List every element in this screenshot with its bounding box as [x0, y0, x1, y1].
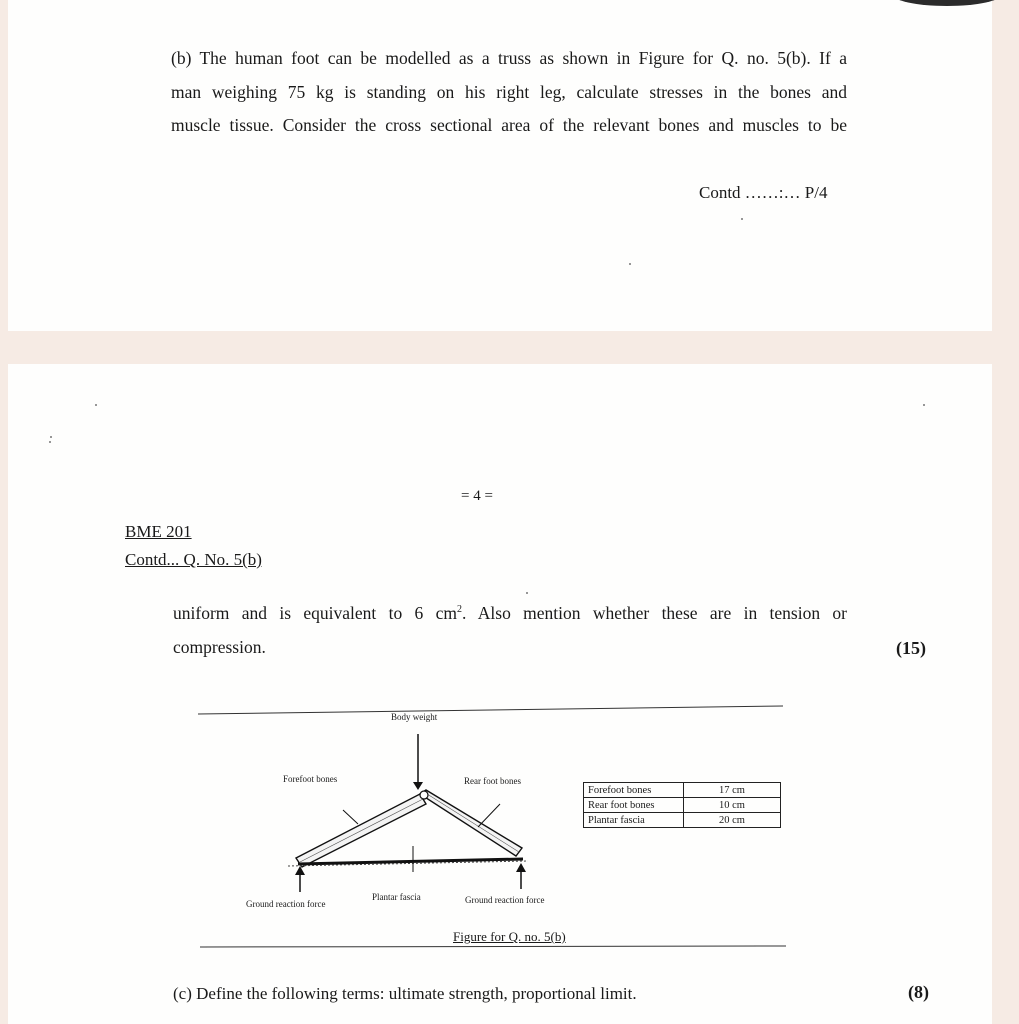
label-body-weight: Body weight: [391, 712, 438, 722]
bone-length-table: [583, 782, 781, 828]
top-joint: [420, 791, 428, 799]
page-corner-shadow: [892, 0, 1002, 6]
marks-c: (8): [908, 982, 929, 1002]
label-ground-reaction-left: Ground reaction force: [246, 899, 326, 909]
table-cell-length: 10 cm: [684, 798, 781, 813]
page-number: = 4 =: [461, 488, 493, 504]
label-forefoot-bones: Forefoot bones: [283, 774, 338, 784]
rear-foot-bones-leader: [478, 804, 500, 827]
scan-speck: [923, 404, 925, 406]
continuation-line-1: uniform and is equivalent to 6 $cm^2$. Also mention whether these are in tension or: [173, 603, 848, 623]
question-b-continuation: [173, 597, 847, 664]
question-b-line-1: (b) The human foot can be modelled as a truss as shown in Figure for Q. no. 5(b). If a: [171, 48, 847, 68]
contd-note: Contd ……:… P/4: [699, 183, 828, 202]
table-cell-part: Forefoot bones: [584, 783, 684, 798]
question-b-line-3: muscle tissue. Consider the cross sectional area of the relevant bones and muscles to be: [171, 115, 847, 135]
scan-speck: [629, 263, 631, 265]
question-b-text: [171, 42, 847, 143]
rear-foot-bones-member: [420, 790, 522, 856]
marks-b: (15): [896, 638, 926, 658]
scan-speck: [741, 218, 743, 220]
figure-bottom-border: [200, 946, 786, 947]
forefoot-bones-leader: [343, 810, 358, 824]
label-rear-foot-bones: Rear foot bones: [464, 776, 521, 786]
ground-reaction-left-arrowhead: [295, 866, 305, 875]
superscript-2: 2: [457, 604, 463, 616]
table-row: [584, 798, 781, 813]
table-cell-length: 20 cm: [684, 813, 781, 828]
label-plantar-fascia: Plantar fascia: [372, 892, 421, 902]
figure-top-border: [198, 706, 783, 714]
scan-speck: [526, 592, 528, 594]
scan-speck: [95, 404, 97, 406]
scan-speck: [50, 436, 52, 438]
continuation-line-2: compression.: [173, 636, 266, 657]
table-row: [584, 813, 781, 828]
body-weight-arrowhead: [413, 782, 423, 790]
figure-caption: Figure for Q. no. 5(b): [453, 929, 566, 944]
question-b-line-2: man weighing 75 kg is standing on his right leg, calculate stresses in the bones and: [171, 81, 847, 102]
ground-reaction-right-arrowhead: [516, 863, 526, 872]
rear-foot-bones-inner: [424, 792, 519, 852]
exam-page-bottom: [8, 364, 992, 1024]
table-cell-length: 17 cm: [684, 783, 781, 798]
table-cell-part: Plantar fascia: [584, 813, 684, 828]
contd-reference: Contd... Q. No. 5(b): [125, 550, 262, 569]
forefoot-bones-inner: [300, 799, 423, 862]
table-cell-part: Rear foot bones: [584, 798, 684, 813]
exam-page-top: [8, 0, 992, 331]
course-code: BME 201: [125, 522, 192, 541]
label-ground-reaction-right: Ground reaction force: [465, 895, 545, 905]
scan-speck: [49, 441, 51, 443]
table-row: [584, 783, 781, 798]
question-c-text: (c) Define the following terms: ultimate strength, proportional limit.: [173, 984, 637, 1003]
